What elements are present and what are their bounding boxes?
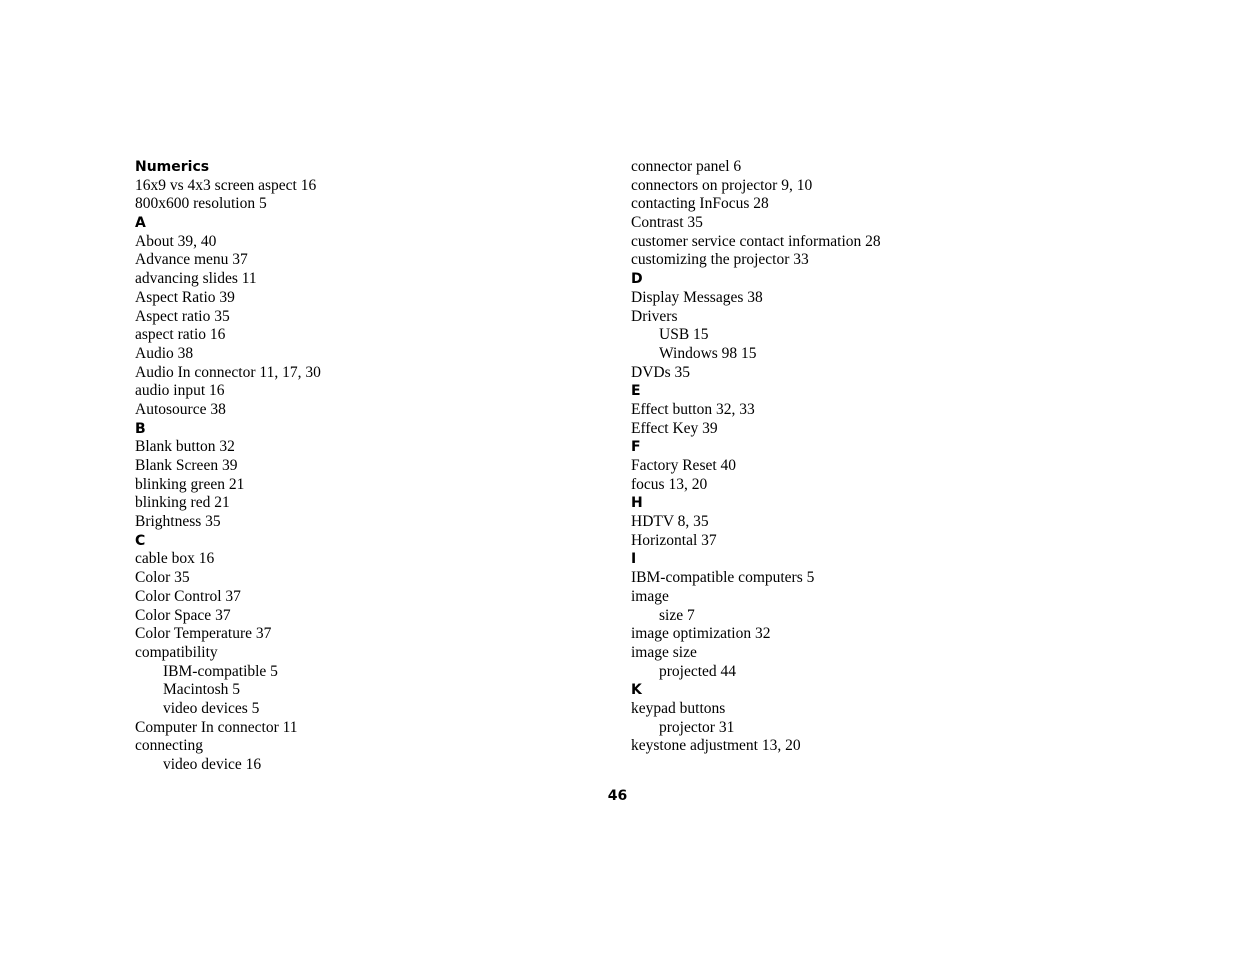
index-entry: Audio In connector 11, 17, 30 (135, 363, 321, 381)
index-entry: focus 13, 20 (631, 475, 708, 493)
index-entry: Audio 38 (135, 344, 194, 362)
index-entry: Color Control 37 (135, 587, 241, 605)
index-letter-heading: E (631, 383, 641, 400)
index-entry: connecting (135, 737, 204, 755)
index-subentry: projected 44 (659, 662, 737, 680)
index-entry: blinking green 21 (135, 475, 245, 493)
index-entry: 16x9 vs 4x3 screen aspect 16 (135, 176, 317, 194)
index-entry: keystone adjustment 13, 20 (631, 737, 801, 755)
index-entry: image optimization 32 (631, 625, 771, 643)
index-letter-heading: I (631, 551, 637, 568)
index-entry: IBM-compatible computers 5 (631, 569, 815, 587)
index-letter-heading: Numerics (135, 159, 210, 175)
index-entry: connectors on projector 9, 10 (631, 176, 813, 194)
index-entry: image size (631, 643, 697, 661)
index-entry: Color Space 37 (135, 606, 231, 624)
index-entry: image (631, 587, 669, 605)
index-entry: Factory Reset 40 (631, 457, 737, 474)
index-entry: Effect Key 39 (631, 419, 718, 437)
index-entry: connector panel 6 (631, 158, 742, 175)
index-entry: Effect button 32, 33 (631, 400, 755, 418)
index-entry: Blank button 32 (135, 438, 235, 456)
index-entry: contacting InFocus 28 (631, 195, 769, 213)
index-entry: Autosource 38 (135, 400, 226, 418)
index-letter-heading: K (631, 682, 642, 699)
index-entry: Aspect Ratio 39 (135, 288, 235, 306)
index-entry: Contrast 35 (631, 214, 703, 232)
index-entry: Blank Screen 39 (135, 457, 238, 474)
index-entry: About 39, 40 (135, 232, 217, 250)
index-entry: keypad buttons (631, 699, 726, 717)
index-subentry: IBM-compatible 5 (163, 662, 278, 680)
index-letter-heading: C (135, 532, 146, 549)
index-entry: HDTV 8, 35 (631, 513, 709, 531)
index-column-left (135, 158, 575, 775)
index-entry: Display Messages 38 (631, 288, 763, 306)
index-entry: Color 35 (135, 569, 190, 587)
index-entry: Aspect ratio 35 (135, 307, 230, 325)
index-entry: aspect ratio 16 (135, 326, 226, 344)
index-letter-heading: H (631, 495, 643, 512)
index-column-right (631, 158, 1131, 756)
index-entry: cable box 16 (135, 550, 215, 568)
index-entry: Horizontal 37 (631, 531, 717, 549)
index-entry: DVDs 35 (631, 363, 690, 381)
index-letter-heading: D (631, 271, 643, 288)
index-entry: customer service contact information 28 (631, 232, 881, 250)
index-entry: blinking red 21 (135, 494, 230, 512)
index-entry: Brightness 35 (135, 513, 221, 531)
index-entry: Computer In connector 11 (135, 718, 298, 736)
index-subentry: projector 31 (659, 718, 735, 736)
index-subentry: USB 15 (659, 326, 709, 344)
index-letter-heading: F (631, 439, 641, 456)
index-subentry: video device 16 (163, 756, 262, 773)
page-number: 46 (607, 788, 628, 804)
index-entry: Color Temperature 37 (135, 625, 272, 643)
index-entry: advancing slides 11 (135, 270, 257, 288)
index-entry: Advance menu 37 (135, 251, 248, 269)
index-entry: Drivers (631, 307, 678, 325)
index-subentry: Windows 98 15 (659, 344, 757, 362)
index-entry: 800x600 resolution 5 (135, 195, 267, 213)
index-letter-heading: A (135, 215, 146, 232)
index-letter-heading: B (135, 420, 146, 437)
index-entry: compatibility (135, 643, 218, 661)
index-entry: customizing the projector 33 (631, 251, 809, 269)
index-subentry: video devices 5 (163, 699, 260, 717)
index-subentry: size 7 (659, 606, 695, 624)
index-entry: audio input 16 (135, 382, 225, 400)
index-subentry: Macintosh 5 (163, 681, 241, 699)
